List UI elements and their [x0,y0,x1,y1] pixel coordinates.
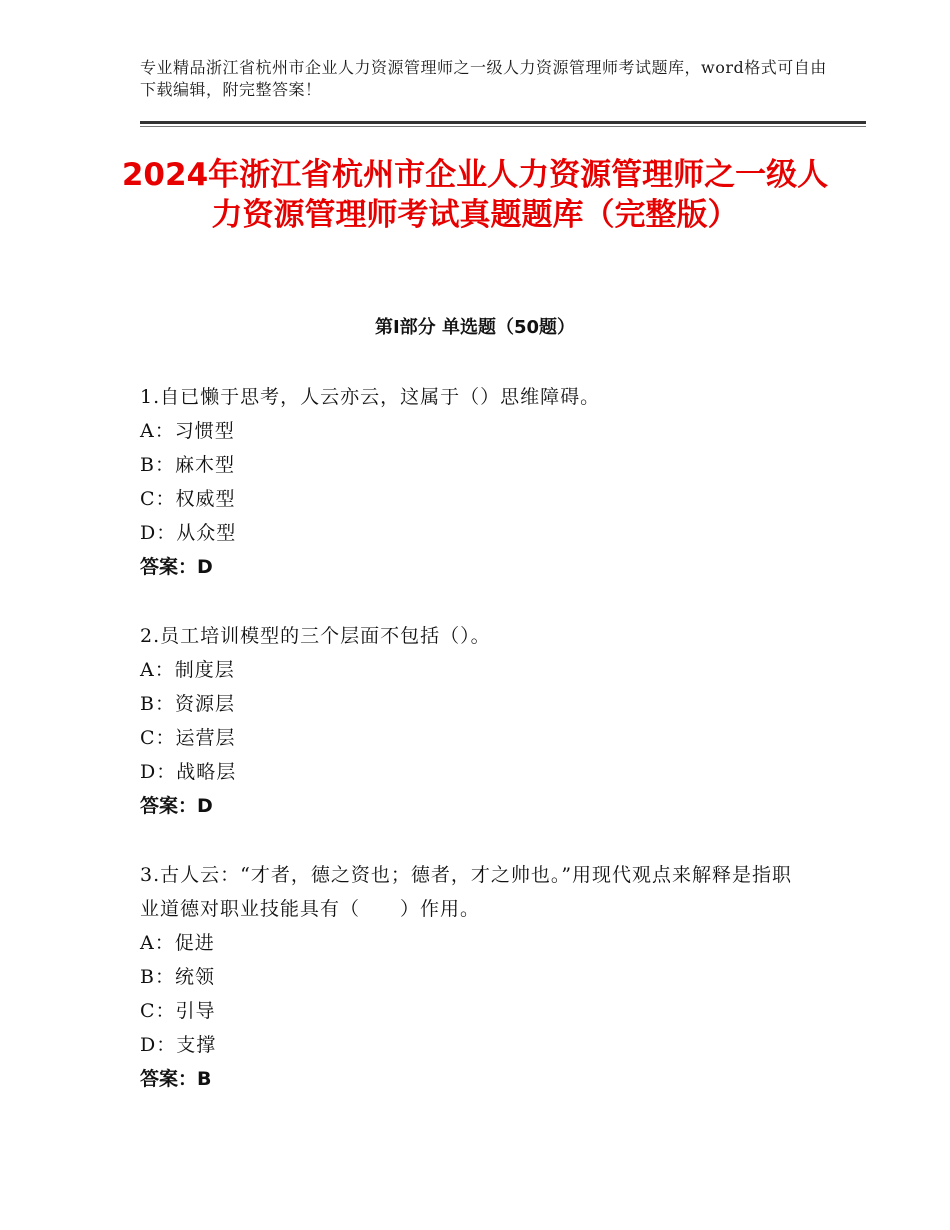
option-b: B：麻木型 [140,454,235,476]
answer-line: 答案：D [140,795,213,817]
option-c: C：权威型 [140,488,236,510]
answer-line: 答案：D [140,556,213,578]
section-title: 第Ⅰ部分 单选题（50题） [374,317,575,338]
option-a: A：制度层 [140,659,235,681]
question-stem: 1.自已懒于思考，人云亦云，这属于（）思维障碍。 [140,386,601,408]
question-2 [140,619,820,823]
option-d: D：战略层 [140,761,237,783]
option-c: C：运营层 [140,727,236,749]
question-3 [140,858,805,1096]
option-a: A：习惯型 [140,420,235,442]
option-b: B：资源层 [140,693,235,715]
option-b: B：统领 [140,966,215,988]
question-1 [140,380,820,584]
question-stem: 3.古人云：“才者，德之资也；德者，才之帅也。”用现代观点来解释是指职业道德对职业技能具有（ ）作用。 [140,864,793,920]
option-d: D：支撑 [140,1034,217,1056]
header-divider [140,121,866,124]
option-d: D：从众型 [140,522,237,544]
question-stem: 2.员工培训模型的三个层面不包括（）。 [140,625,491,647]
document-title: 2024年浙江省杭州市企业人力资源管理师之一级人力资源管理师考试真题题库（完整版） [121,157,829,233]
option-c: C：引导 [140,1000,216,1022]
header-divider-thin [140,126,866,127]
header-note: 专业精品浙江省杭州市企业人力资源管理师之一级人力资源管理师考试题库，word格式可自由下载编辑，附完整答案！ [140,58,827,99]
option-a: A：促进 [140,932,215,954]
answer-line: 答案：B [140,1068,212,1090]
